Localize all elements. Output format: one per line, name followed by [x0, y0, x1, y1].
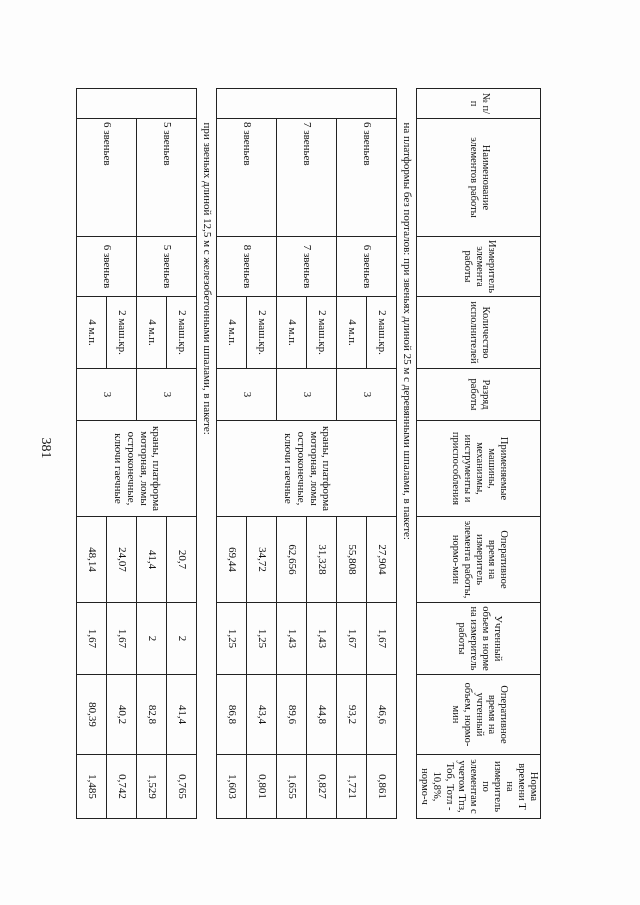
row-norm: 0,765: [167, 755, 197, 819]
row-num-cell: [77, 89, 197, 119]
row-workers: 2 маш.кр.: [307, 297, 337, 369]
row-op-time: 31,328: [307, 517, 337, 603]
row-norm: 0,861: [367, 755, 397, 819]
row-norm: 1,655: [277, 755, 307, 819]
row-op-time: 48,14: [77, 517, 107, 603]
row-grade: 3: [77, 369, 137, 421]
header-num: № п/п: [417, 89, 541, 119]
row-workers: 4 м.п.: [277, 297, 307, 369]
row-meter: 7 звеньев: [277, 237, 337, 297]
row-meter: 8 звеньев: [217, 237, 277, 297]
row-op-time-volume: 82,8: [137, 675, 167, 755]
row-volume: 1,67: [367, 603, 397, 675]
row-meter: 5 звеньев: [137, 237, 197, 297]
row-meter: 6 звеньев: [77, 237, 137, 297]
row-op-time-volume: 89,6: [277, 675, 307, 755]
row-op-time-volume: 41,4: [167, 675, 197, 755]
row-op-time-volume: 43,4: [247, 675, 277, 755]
row-volume: 1,25: [247, 603, 277, 675]
row-op-time-volume: 80,39: [77, 675, 107, 755]
header-op-time-volume: Оперативное время на учтенный объем, нормо-мин: [417, 675, 541, 755]
row-op-time: 41,4: [137, 517, 167, 603]
row-name: 7 звеньев: [277, 119, 337, 237]
section-num-cell: [397, 89, 417, 119]
header-norm: Норма времени Т на измеритель по элементам с учетом Тпз, Тоб, Тотл - 10,8%, нормо-ч: [417, 755, 541, 819]
row-workers: 2 маш.кр.: [247, 297, 277, 369]
row-norm: 0,801: [247, 755, 277, 819]
row-op-time-volume: 93,2: [337, 675, 367, 755]
header-meter: Измеритель элемента работы: [417, 237, 541, 297]
row-workers: 2 маш.кр.: [167, 297, 197, 369]
row-workers: 4 м.п.: [77, 297, 107, 369]
table-row: [167, 89, 197, 819]
row-norm: 1,529: [137, 755, 167, 819]
row-workers: 4 м.п.: [137, 297, 167, 369]
row-name: 8 звеньев: [217, 119, 277, 237]
row-norm: 0,827: [307, 755, 337, 819]
row-norm: 0,742: [107, 755, 137, 819]
row-op-time-volume: 40,2: [107, 675, 137, 755]
row-grade: 3: [337, 369, 397, 421]
row-meter: 6 звеньев: [337, 237, 397, 297]
row-norm: 1,485: [77, 755, 107, 819]
row-op-time: 34,72: [247, 517, 277, 603]
row-name: 6 звеньев: [337, 119, 397, 237]
table-row: [367, 89, 397, 819]
row-op-time-volume: 46,6: [367, 675, 397, 755]
header-machines: Применяемые машины, механизмы, инструменты и приспособления: [417, 421, 541, 517]
header-name: Наименование элементов работы: [417, 119, 541, 237]
header-op-time: Оперативное время на измеритель элемента работы, нормо-мин: [417, 517, 541, 603]
row-volume: 2: [137, 603, 167, 675]
row-name: 6 звеньев: [77, 119, 137, 237]
section-title: при звеньях длиной 12,5 м с железобетонными шпалами, в пакете:: [197, 119, 217, 819]
row-volume: 2: [167, 603, 197, 675]
row-op-time: 24,07: [107, 517, 137, 603]
row-workers: 4 м.п.: [337, 297, 367, 369]
row-op-time: 27,904: [367, 517, 397, 603]
row-grade: 3: [277, 369, 337, 421]
row-norm: 1,721: [337, 755, 367, 819]
row-op-time: 20,7: [167, 517, 197, 603]
row-volume: 1,25: [217, 603, 247, 675]
row-workers: 4 м.п.: [217, 297, 247, 369]
row-op-time-volume: 86,8: [217, 675, 247, 755]
row-norm: 1,603: [217, 755, 247, 819]
row-volume: 1,67: [337, 603, 367, 675]
row-workers: 2 маш.кр.: [367, 297, 397, 369]
row-op-time: 69,44: [217, 517, 247, 603]
row-num-cell: [217, 89, 397, 119]
header-grade: Разряд работы: [417, 369, 541, 421]
section-title: на платформы без порталов: при звеньях длиной 25 м с деревянными шпалами, в пакете:: [397, 119, 417, 819]
row-volume: 1,43: [307, 603, 337, 675]
row-workers: 2 маш.кр.: [107, 297, 137, 369]
document-table-frame: [88, 88, 541, 818]
page-number: 381: [38, 437, 53, 459]
section-num-cell: [197, 89, 217, 119]
row-machines: краны, платформа моторная, ломы остроконечные, ключи гаечные: [77, 421, 197, 517]
row-machines: краны, платформа моторная, ломы остроконечные, ключи гаечные: [217, 421, 397, 517]
row-op-time: 62,656: [277, 517, 307, 603]
norms-table: [76, 88, 541, 819]
row-volume: 1,67: [77, 603, 107, 675]
row-op-time-volume: 44,8: [307, 675, 337, 755]
header-volume: Учтенный объем в норме на измеритель работы: [417, 603, 541, 675]
header-workers: Количество исполнителей: [417, 297, 541, 369]
row-name: 5 звеньев: [137, 119, 197, 237]
row-grade: 3: [137, 369, 197, 421]
section-concrete-sleepers: [197, 89, 217, 819]
header-row: [417, 89, 541, 819]
row-volume: 1,67: [107, 603, 137, 675]
row-volume: 1,43: [277, 603, 307, 675]
row-grade: 3: [217, 369, 277, 421]
row-op-time: 55,808: [337, 517, 367, 603]
section-wooden-sleepers: [397, 89, 417, 819]
